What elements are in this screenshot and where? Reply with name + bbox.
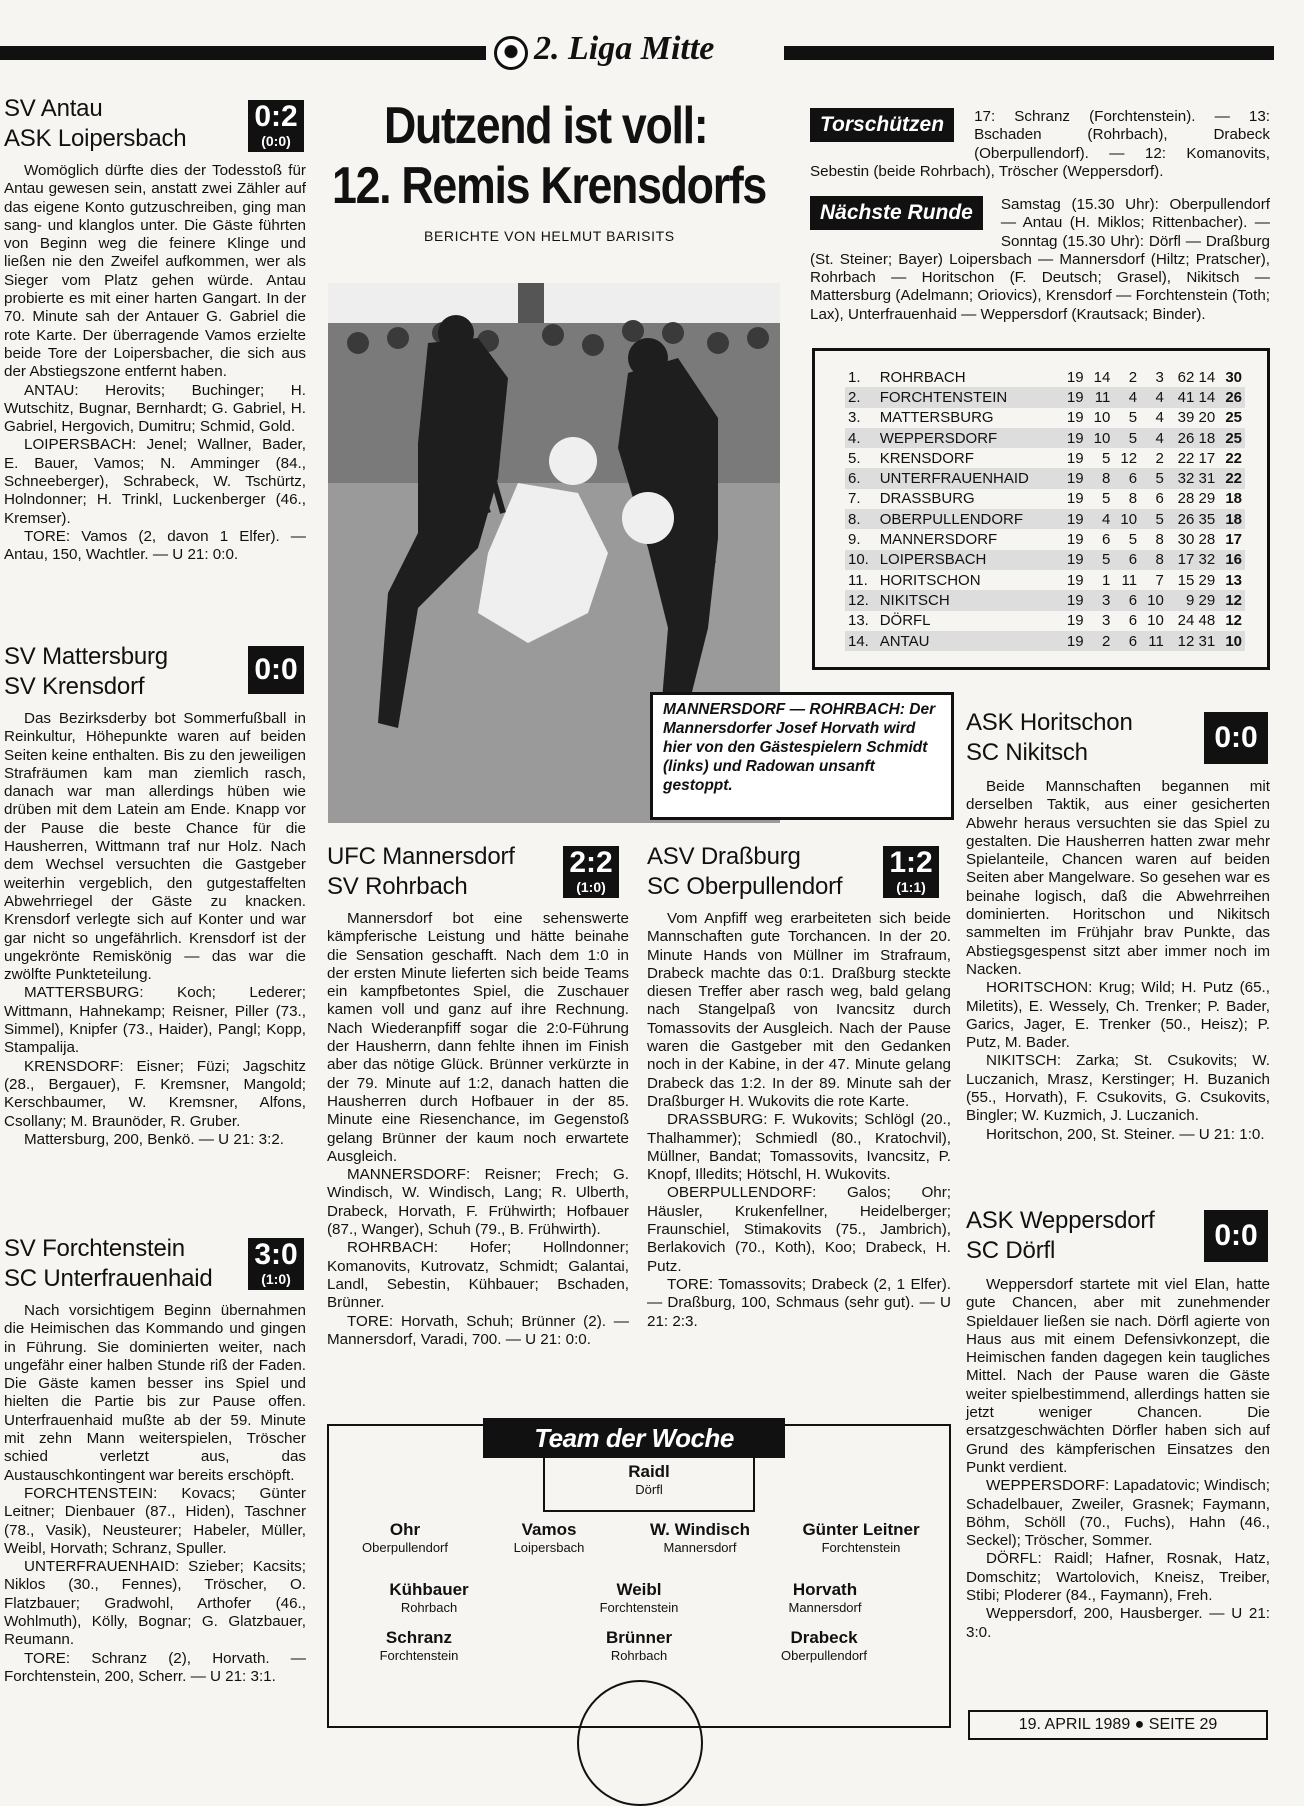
home-team: UFC Mannersdorf xyxy=(327,843,515,870)
home-team: SV Antau xyxy=(4,95,103,122)
table-row xyxy=(845,509,1245,529)
score-badge xyxy=(1204,712,1268,764)
player-fwd-1 xyxy=(359,1628,479,1663)
torschuetzen-text xyxy=(810,108,1270,181)
away-team: SV Krensdorf xyxy=(4,673,145,700)
pos: 2. xyxy=(845,387,877,407)
goal-ratio: 22 17 xyxy=(1177,449,1216,467)
lineup-home: HORITSCHON: Krug; Wild; H. Putz (65., Miletits), E. Wessely, Ch. Trenker; P. Bader, Garics, Jager, E. Trenker (50., Heisz); P. Putz, M. Bader. xyxy=(966,979,1270,1052)
match-report xyxy=(4,162,306,565)
score: 0:0 xyxy=(1214,721,1258,754)
points: 18 xyxy=(1218,509,1245,529)
naechste-runde-box xyxy=(810,196,1270,324)
player-def-2 xyxy=(489,1520,609,1555)
losses: 4 xyxy=(1140,387,1167,407)
table-row xyxy=(845,448,1245,468)
score-badge xyxy=(248,646,304,694)
team-name: LOIPERSBACH xyxy=(877,550,1060,570)
report-paragraph: Nach vorsichtigem Beginn übernahmen die Heimischen das Kommando und gingen in Führung. Sie dominierten weiter, nach ungefähr einer halben Stunde riß der Faden. Die Gäste kamen besser ins Spiel und hielten die Partie bis zur Pause offen. Unterfrauenhaid mußte ab der 59. Minute mit zehn Mann weiterspielen, Tröscher schied verletzt aus, das Austauschkontingent war bereits erschöpft. xyxy=(4,1302,306,1484)
wins: 4 xyxy=(1087,509,1114,529)
goal-ratio: 28 29 xyxy=(1177,490,1216,508)
losses: 10 xyxy=(1140,590,1167,610)
match-weppersdorf xyxy=(966,1206,1270,1642)
table-row xyxy=(845,468,1245,488)
goals-line: TORE: Vamos (2, davon 1 Elfer). — Antau, 150, Wachtler. — U 21: 0:0. xyxy=(4,527,306,564)
team-name: FORCHTENSTEIN xyxy=(877,387,1060,407)
games: 19 xyxy=(1066,571,1084,589)
score: 0:0 xyxy=(1214,1219,1258,1252)
table-row xyxy=(845,631,1245,651)
games: 19 xyxy=(1066,531,1084,549)
draws: 6 xyxy=(1113,468,1140,488)
table-row xyxy=(845,529,1245,549)
section-banner: 2. Liga Mitte xyxy=(534,30,715,67)
report-paragraph: Vom Anpfiff weg erarbeiteten sich beide Mannschaften gute Torchancen. In der 20. Minute Hands von Müllner im Strafraum, Drabeck machte das 0:1. Draßburg steckte diesen Treffer aber rasch weg, bald gelang nach Stangelpaß von Ivancsitz durch Tomassovits der Ausgleich. Nach der Pause waren die Gastgeber mit den Gedanken noch in der Kabine, in der 47. Minute gelang Drabeck das 1:2. In der 89. Minute sah der Draßburger H. Wukovits die rote Karte. xyxy=(647,910,951,1110)
games: 19 xyxy=(1060,590,1087,610)
draws: 8 xyxy=(1128,490,1138,508)
points: 18 xyxy=(1225,490,1242,508)
player-fwd-2 xyxy=(579,1628,699,1663)
score-badge xyxy=(248,100,304,152)
goal-ratio: 9 29 xyxy=(1167,590,1218,610)
games: 19 xyxy=(1060,387,1087,407)
away-team: SC Unterfrauenhaid xyxy=(4,1265,213,1292)
away-team: ASK Loipersbach xyxy=(4,125,187,152)
match-forchtenstein xyxy=(4,1234,306,1686)
player-name: Vamos xyxy=(521,1520,577,1539)
goal-ratio: 12 31 xyxy=(1167,631,1218,651)
points: 12 xyxy=(1218,590,1245,610)
points: 30 xyxy=(1225,368,1242,386)
goals-line: TORE: Tomassovits; Drabeck (2, 1 Elfer). — Draßburg, 100, Schmaus (sehr gut). — U 21: 2:3. xyxy=(647,1275,951,1330)
player-def-3 xyxy=(635,1520,765,1555)
player-def-4 xyxy=(783,1520,939,1555)
goal-ratio: 39 20 xyxy=(1177,409,1216,427)
home-team: SV Mattersburg xyxy=(4,643,168,670)
games: 19 xyxy=(1066,409,1084,427)
report-paragraph: Weppersdorf startete mit viel Elan, hatte gute Chancen, aber mit zunehmender Spieldauer ließen sie nach. Dörfl agierte von Haus aus mit einem Defensivkonzept, die Heimischen fanden dagegen kein taugliches Mittel. Nach der Pause waren die Gäste weiter spielbestimmend, allerdings hatten sie jetzt weniger Chancen. Die ersatzgeschwächten Dörfler haben sich auf Grund des kämpferischen Einsatzes den Punkt verdient. xyxy=(966,1276,1270,1476)
draws: 12 xyxy=(1120,449,1138,467)
match-report xyxy=(647,910,951,1331)
games: 19 xyxy=(1066,449,1084,467)
score-badge xyxy=(883,846,939,898)
lineup-away: LOIPERSBACH: Jenel; Wallner, Bader, E. Bauer, Vamos; N. Amminger (84., Schneeberger), Schrabeck, W. Tschürtz, Holndonner; H. Trinkl, Luckenberger (46., Kremser). xyxy=(4,436,306,527)
goal-ratio: 62 14 xyxy=(1177,368,1216,386)
team-name: WEPPERSDORF xyxy=(877,428,1060,448)
player-mid-1 xyxy=(369,1580,489,1615)
lineup-home: DRASSBURG: F. Wukovits; Schlögl (20., Thalhammer); Schmiedl (80., Kratochvil), Müllner, Bandat; Tomassovits, Ivancsitz, P. Knopf, Illedits; Hötschl, H. Wukovits. xyxy=(647,1111,951,1184)
wins: 10 xyxy=(1093,409,1111,427)
score-badge xyxy=(248,1238,304,1290)
page-footer: 19. APRIL 1989 ● SEITE 29 xyxy=(968,1710,1268,1740)
goal-ratio: 41 14 xyxy=(1167,387,1218,407)
report-paragraph: Das Bezirksderby bot Sommerfußball in Reinkultur, Höhepunkte waren auf beiden Seiten keine enthalten. Bis zu den jeweiligen Strafräumen kam man ziemlich rasch, danach war man allerdings hüben wie drüben mit dem Latein am Ende. Knapp vor der Pause die beste Chance für die Hausherren, Wittmann traf nur Holz. Nach dem Wechsel versuchten die Gastgeber weiterhin vergeblich, den gutgestaffelten Abwehrriegel der Gäste zu knacken. Krensdorf verlegte sich auf Konter und war gar nicht so ungefährlich. Krensdorf ist der ungekrönte Remiskönig — das war die zwölfte Punkteteilung. xyxy=(4,710,306,984)
team-name: DÖRFL xyxy=(879,612,931,630)
points: 13 xyxy=(1225,571,1242,589)
home-team: ASK Weppersdorf xyxy=(966,1207,1155,1234)
losses: 5 xyxy=(1140,468,1167,488)
goals-line: TORE: Schranz (2), Horvath. — Forchtenstein, 200, Scherr. — U 21: 3:1. xyxy=(4,1649,306,1685)
player-goalkeeper xyxy=(543,1462,755,1497)
games: 19 xyxy=(1060,428,1087,448)
player-club: Mannersdorf xyxy=(788,1600,862,1615)
points: 10 xyxy=(1218,631,1245,651)
goal-ratio: 15 29 xyxy=(1177,571,1216,589)
away-team: SV Rohrbach xyxy=(327,873,468,900)
draws: 5 xyxy=(1113,428,1140,448)
losses: 7 xyxy=(1155,571,1164,589)
team-name: KRENSDORF xyxy=(879,449,974,467)
lineup-home: ANTAU: Herovits; Buchinger; H. Wutschitz, Bugnar, Bernhardt; G. Gabriel, H. Gabriel, Hergovich, Dumitru; Schmid, Gold. xyxy=(4,381,306,436)
goal-ratio: 24 48 xyxy=(1177,612,1216,630)
team-name: DRASSBURG xyxy=(879,490,975,508)
goal-ratio: 32 31 xyxy=(1167,468,1218,488)
league-table-frame xyxy=(812,348,1270,670)
team-der-woche xyxy=(327,1424,951,1728)
losses: 8 xyxy=(1155,531,1164,549)
wins: 3 xyxy=(1101,612,1111,630)
table-row xyxy=(845,611,1245,631)
team-name: NIKITSCH xyxy=(877,590,1060,610)
header-rule-right xyxy=(784,46,1274,60)
player-club: Dörfl xyxy=(635,1482,663,1497)
points: 22 xyxy=(1225,449,1242,467)
player-name: Brünner xyxy=(605,1628,673,1647)
pos: 4. xyxy=(845,428,877,448)
points: 25 xyxy=(1218,428,1245,448)
match-report xyxy=(4,710,306,1149)
draws: 6 xyxy=(1113,550,1140,570)
pos: 7. xyxy=(848,490,861,508)
score-badge xyxy=(1204,1210,1268,1262)
player-name: Schranz xyxy=(385,1628,453,1647)
report-paragraph: Womöglich dürfte dies der Todesstoß für Antau gewesen sein, anstatt zwei Zähler auf das eigene Konto gutzuschreiben, ging man sang- und klanglos unter. Die Gäste führten von Beginn weg die feinere Klinge und ließen nie den Zweifel aufkommen, wer als Sieger vom Platz gehen würde. Antau probierte es mit einer harten Gangart. In der 70. Minute sah der Antauer G. Gabriel die rote Karte. Der überragende Vamos erzielte beide Tore der Loipersbacher, die sich aus der Abstiegszone entfernt haben. xyxy=(4,162,306,381)
losses: 2 xyxy=(1155,449,1164,467)
torschuetzen-label: Torschützen xyxy=(810,108,954,142)
pos: 3. xyxy=(848,409,861,427)
player-club: Oberpullendorf xyxy=(781,1648,867,1663)
goal-ratio: 17 32 xyxy=(1167,550,1218,570)
pos: 5. xyxy=(848,449,861,467)
draws: 5 xyxy=(1128,409,1138,427)
player-def-1 xyxy=(345,1520,465,1555)
halftime-score: (1:1) xyxy=(896,879,926,895)
player-name: Horvath xyxy=(792,1580,858,1599)
points: 17 xyxy=(1225,531,1242,549)
score: 0:0 xyxy=(254,653,298,686)
games: 19 xyxy=(1066,368,1084,386)
losses: 4 xyxy=(1155,409,1164,427)
draws: 11 xyxy=(1121,571,1138,589)
center-circle xyxy=(577,1680,703,1806)
goals-line: TORE: Horvath, Schuh; Brünner (2). — Mannersdorf, Varadi, 700. — U 21: 0:0. xyxy=(327,1312,629,1348)
points: 26 xyxy=(1218,387,1245,407)
pos: 6. xyxy=(845,468,877,488)
halftime-score: (1:0) xyxy=(261,1271,291,1287)
wins: 11 xyxy=(1087,387,1114,407)
lineup-away: UNTERFRAUENHAID: Szieber; Kacsits; Niklos (30., Fennes), Tröscher, O. Flatzbauer; Gradwohl, Arthofer (46., Wohlmuth), Kölly, Bognar; G. Glatzbauer, Reumann. xyxy=(4,1558,306,1649)
player-name: Raidl xyxy=(628,1462,670,1481)
player-club: Forchtenstein xyxy=(821,1540,901,1555)
table-row xyxy=(845,570,1245,590)
player-club: Loipersbach xyxy=(513,1540,585,1555)
torschuetzen-box xyxy=(810,108,1270,181)
halftime-score: (0:0) xyxy=(261,133,291,149)
wins: 6 xyxy=(1101,531,1111,549)
draws: 6 xyxy=(1113,590,1140,610)
table-row xyxy=(845,428,1245,448)
games: 19 xyxy=(1066,612,1084,630)
player-fwd-3 xyxy=(761,1628,887,1663)
games: 19 xyxy=(1060,468,1087,488)
wins: 5 xyxy=(1087,550,1114,570)
player-name: Weibl xyxy=(616,1580,662,1599)
draws: 6 xyxy=(1128,612,1138,630)
player-name: Günter Leitner xyxy=(802,1520,920,1539)
player-club: Forchtenstein xyxy=(599,1600,679,1615)
losses: 6 xyxy=(1155,490,1164,508)
player-name: W. Windisch xyxy=(650,1520,750,1539)
table-row xyxy=(845,408,1245,428)
team-name: UNTERFRAUENHAID xyxy=(877,468,1060,488)
wins: 10 xyxy=(1087,428,1114,448)
match-report xyxy=(4,1302,306,1686)
team-name: OBERPULLENDORF xyxy=(877,509,1060,529)
headline-line2: 12. Remis Krensdorfs xyxy=(332,157,767,215)
photo-caption: MANNERSDORF — ROHRBACH: Der Mannersdorfer Josef Horvath wird hier von den Gästespielern Schmidt (links) und Radowan unsanft gestoppt. xyxy=(650,692,954,820)
away-team: SC Dörfl xyxy=(966,1237,1056,1264)
team-name: MANNERSDORF xyxy=(879,531,998,549)
draws: 2 xyxy=(1128,368,1138,386)
wins: 5 xyxy=(1101,449,1111,467)
table-row xyxy=(845,367,1245,387)
wins: 1 xyxy=(1101,571,1111,589)
score: 2:2 xyxy=(569,846,613,879)
lineup-away: OBERPULLENDORF: Galos; Ohr; Häusler, Krukenfellner, Heidelberger; Fraunschiel, Stimakovits (75., Jambrich), Berlakovich (70., Koth), Koo; Drabeck, H. Putz. xyxy=(647,1184,951,1275)
losses: 4 xyxy=(1140,428,1167,448)
away-team: SC Oberpullendorf xyxy=(647,873,843,900)
score: 1:2 xyxy=(889,846,933,879)
table-row xyxy=(845,489,1245,509)
losses: 11 xyxy=(1140,631,1167,651)
team-name: ANTAU xyxy=(877,631,1060,651)
wins: 2 xyxy=(1087,631,1114,651)
player-mid-3 xyxy=(765,1580,885,1615)
pos: 12. xyxy=(845,590,877,610)
table-row xyxy=(845,387,1245,407)
table-row xyxy=(845,590,1245,610)
match-mannersdorf xyxy=(327,842,629,1349)
wins: 14 xyxy=(1093,368,1111,386)
lineup-away: KRENSDORF: Eisner; Füzi; Jagschitz (28., Bergauer), F. Kremsner, Mangold; Kerschbaumer, W. Kremsner, Alfons, Csollany; M. Braunöder, R. Gruber. xyxy=(4,1057,306,1130)
pos: 10. xyxy=(845,550,877,570)
naechste-label: Nächste Runde xyxy=(810,196,983,230)
torschuetzen-body: 17: Schranz (Forchtenstein). — 13: Bschaden (Rohrbach), Drabeck (Oberpullendorf). — 12: Komanovits, Sebestin (beide Rohrbach), Tröscher (Weppersdorf). xyxy=(810,108,1270,180)
away-team: SC Nikitsch xyxy=(966,739,1088,766)
match-antau xyxy=(4,94,306,565)
player-club: Rohrbach xyxy=(610,1648,668,1663)
points: 12 xyxy=(1225,612,1242,630)
pos: 8. xyxy=(845,509,877,529)
goal-ratio: 26 35 xyxy=(1167,509,1218,529)
losses: 3 xyxy=(1155,368,1164,386)
match-report xyxy=(966,1276,1270,1642)
match-drassburg xyxy=(647,842,951,1331)
goals-line: Horitschon, 200, St. Steiner. — U 21: 1:0. xyxy=(986,1125,1265,1143)
halftime-score: (1:0) xyxy=(576,879,606,895)
lineup-away: ROHRBACH: Hofer; Hollndonner; Komanovits, Kutrovatz, Schmidt; Galantai, Landl, Sebestin, Kühbauer; Bschaden, Brünner. xyxy=(327,1239,629,1312)
games: 19 xyxy=(1060,631,1087,651)
lineup-home: MATTERSBURG: Koch; Lederer; Wittmann, Hahnekamp; Reisner, Piller (73., Simmel), Knipfer (73., Haider), Pangl; Kopp, Stampalija. xyxy=(4,984,306,1057)
games: 19 xyxy=(1060,550,1087,570)
player-name: Ohr xyxy=(389,1520,421,1539)
wins: 3 xyxy=(1087,590,1114,610)
wins: 8 xyxy=(1087,468,1114,488)
football-icon xyxy=(494,36,528,70)
report-paragraph: Mannersdorf bot eine sehenswerte kämpferische Leistung und hätte beinahe die Sensation geschafft. Nach dem 1:0 in der ersten Minute lieferten sich beide Teams ein kampfbetontes Spiel, die Zuschauer kamen voll und ganz auf ihre Rechnung. Nach Wiederanpfiff sogar die 2:0-Führung der Hausherrn, dann fehlte ihnen im Finish aber das nötige Glück. Brünner verkürzte in der 79. Minute auf 1:2, danach hatten die Hausherren durch Hofbauer in der 85. Minute eine Riesenchance, im Gegenstoß gelang Brünner der kaum noch erwartete Ausgleich. xyxy=(327,910,629,1165)
draws: 5 xyxy=(1128,531,1138,549)
goals-line: Weppersdorf, 200, Hausberger. — U 21: 3:0. xyxy=(966,1605,1270,1641)
draws: 10 xyxy=(1113,509,1140,529)
naechste-text xyxy=(810,196,1270,324)
lineup-away: NIKITSCH: Zarka; St. Csukovits; W. Luczanich, Mrasz, Kerstinger; H. Buzanich (55., Horvath), F. Csukovits, G. Csukovits, Bingler; W. Kuzmich, J. Luczanich. xyxy=(966,1052,1270,1125)
pos: 14. xyxy=(845,631,877,651)
goal-ratio: 30 28 xyxy=(1177,531,1216,549)
home-team: SV Forchtenstein xyxy=(4,1235,185,1262)
losses: 5 xyxy=(1140,509,1167,529)
goals-line: Mattersburg, 200, Benkö. — U 21: 3:2. xyxy=(24,1130,285,1148)
pos: 9. xyxy=(848,531,861,549)
score: 0:2 xyxy=(254,100,298,133)
lineup-home: WEPPERSDORF: Lapadatovic; Windisch; Schadelbauer, Zweiler, Grasnek; Faymann, Böhm, Schöll (70., Fuchs), Hahn (46., Seckel); Tröscher, Sommer. xyxy=(966,1477,1270,1550)
draws: 4 xyxy=(1113,387,1140,407)
match-mattersburg xyxy=(4,642,306,1149)
games: 19 xyxy=(1066,490,1084,508)
team-name: MATTERSBURG xyxy=(879,409,994,427)
byline: BERICHTE VON HELMUT BARISITS xyxy=(424,228,675,244)
player-name: Drabeck xyxy=(790,1628,858,1647)
losses: 10 xyxy=(1147,612,1164,630)
team-name: ROHRBACH xyxy=(879,368,966,386)
lineup-home: MANNERSDORF: Reisner; Frech; G. Windisch, W. Windisch, Lang; R. Ulberth, Drabeck, Horvath, F. Frühwirth; Hofbauer (87., Wanger), Schuh (79., B. Frühwirth). xyxy=(327,1166,629,1239)
points: 16 xyxy=(1218,550,1245,570)
player-club: Oberpullendorf xyxy=(362,1540,448,1555)
home-team: ASV Draßburg xyxy=(647,843,801,870)
lineup-home: FORCHTENSTEIN: Kovacs; Günter Leitner; Dienbauer (87., Hiden), Taschner (78., Vasik), Neusteurer; Habeler, Müller, Weibl, Horvath; Schranz, Spuller. xyxy=(4,1484,306,1557)
pos: 1. xyxy=(848,368,861,386)
home-team: ASK Horitschon xyxy=(966,709,1133,736)
naechste-body: Samstag (15.30 Uhr): Oberpullendorf — Antau (H. Miklos; Rittenbacher). — Sonntag (15.30 Uhr): Dörfl — Draßburg (St. Steiner; Bayer) Loipersbach — Mannersdorf (Hiltz; Pratscher), Rohrbach — Horitschon (F. Deutsch; Grasel), Nikitsch — Mattersburg (Adelmann; Oriovics), Krensdorf — Forchtenstein (Toth; Lax), Unterfrauenhaid — Weppersdorf (Krautsack; Binder). xyxy=(810,196,1270,323)
player-name: Kühbauer xyxy=(389,1580,469,1599)
match-report xyxy=(327,910,629,1349)
wins: 5 xyxy=(1101,490,1111,508)
match-horitschon xyxy=(966,708,1270,1144)
report-paragraph: Beide Mannschaften begannen mit derselben Taktik, aus einer gesicherten Abwehr heraus versuchten sie das Spiel zu gestalten. Die Hausherren hatten zwar mehr Spielanteile, Chancen waren auf beiden Seiten aber Mangelware. So gesehen war es beinahe logisch, daß die Abwehrreihen dominierten. Horitschon und Nikitsch sammelten im Frühjahr brav Punkte, das Abstiegsgespenst sitzt aber immer noch im Nacken. xyxy=(966,778,1270,978)
score-badge xyxy=(563,846,619,898)
games: 19 xyxy=(1060,509,1087,529)
match-report xyxy=(966,778,1270,1144)
header-rule-left xyxy=(0,46,486,60)
points: 25 xyxy=(1225,409,1242,427)
points: 22 xyxy=(1218,468,1245,488)
pos: 13. xyxy=(848,612,869,630)
pos: 11. xyxy=(848,571,868,589)
league-table xyxy=(845,367,1245,651)
score: 3:0 xyxy=(254,1238,298,1271)
player-club: Forchtenstein xyxy=(379,1648,459,1663)
team-name: HORITSCHON xyxy=(879,571,981,589)
player-club: Rohrbach xyxy=(400,1600,458,1615)
goal-ratio: 26 18 xyxy=(1167,428,1218,448)
headline-block xyxy=(332,96,802,244)
team-title: Team der Woche xyxy=(483,1418,785,1458)
player-mid-2 xyxy=(579,1580,699,1615)
player-club: Mannersdorf xyxy=(663,1540,737,1555)
table-row xyxy=(845,550,1245,570)
draws: 6 xyxy=(1113,631,1140,651)
headline-line1: Dutzend ist voll: xyxy=(384,97,708,155)
losses: 8 xyxy=(1140,550,1167,570)
lineup-away: DÖRFL: Raidl; Hafner, Rosnak, Hatz, Domschitz; Wartolovich, Kneisz, Treiber, Stibi; Ploderer (84., Faymann), Freh. xyxy=(966,1550,1270,1605)
